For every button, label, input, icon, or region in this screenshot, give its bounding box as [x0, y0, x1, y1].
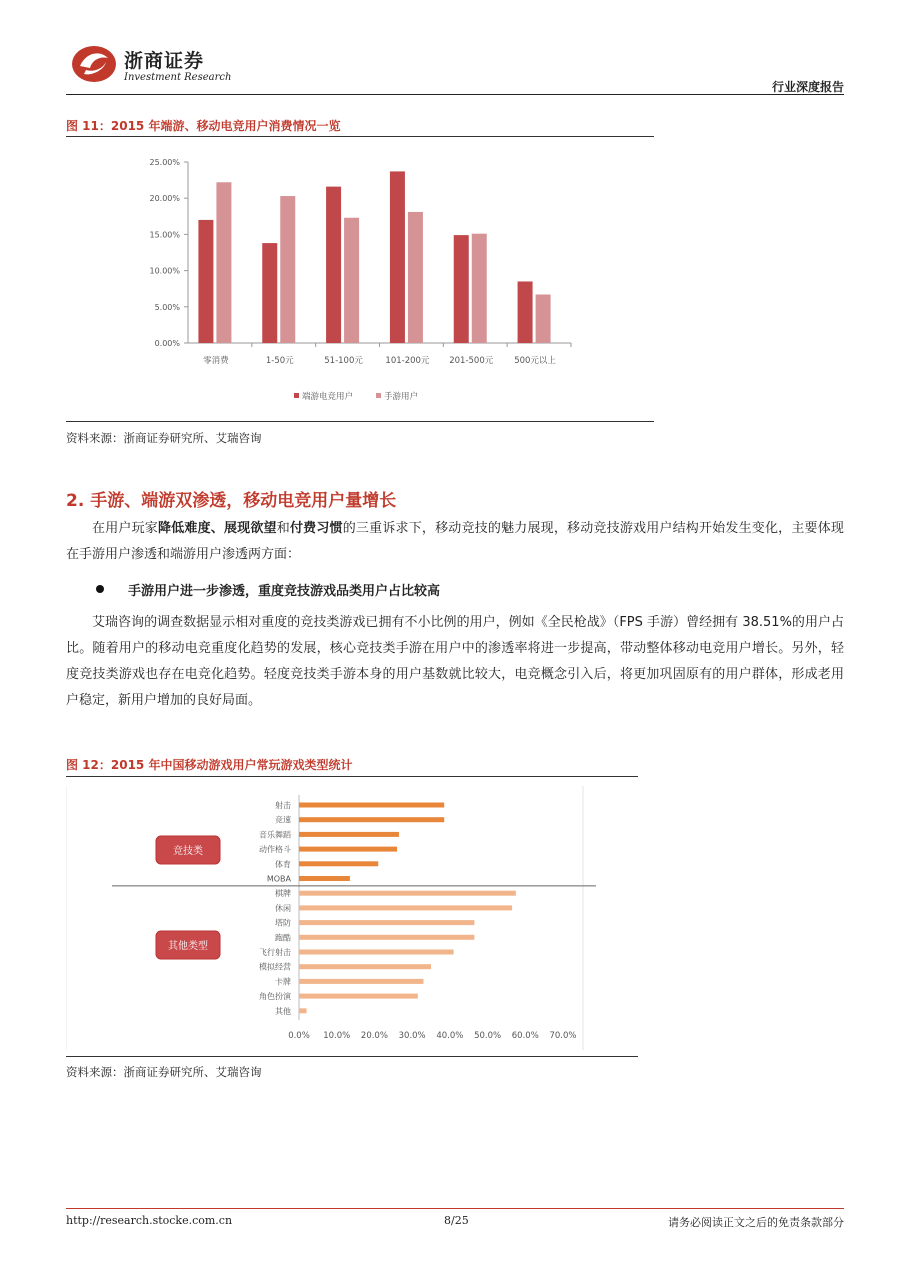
category-label: 棋牌	[275, 889, 291, 899]
x-tick-label: 1-50元	[265, 356, 294, 366]
footer-divider	[66, 1208, 844, 1209]
bar	[299, 994, 418, 999]
y-tick-label: 5.00%	[154, 302, 180, 312]
footer-url[interactable]: http://research.stocke.com.cn	[66, 1214, 233, 1227]
x-tick-label: 500元以上	[514, 356, 556, 366]
x-tick-label: 50.0%	[474, 1031, 502, 1041]
x-tick-label: 0.0%	[288, 1031, 310, 1041]
p1-bold-1: 降低难度	[157, 521, 211, 536]
bar	[299, 891, 516, 896]
group-label: 其他类型	[168, 941, 208, 952]
bar	[299, 832, 399, 837]
bar	[299, 1008, 307, 1013]
x-tick-label: 零消费	[203, 356, 229, 366]
figure12-source: 资料来源：浙商证券研究所、艾瑞咨询	[66, 1065, 262, 1079]
bar-pc	[518, 281, 533, 343]
bar-pc	[198, 220, 213, 343]
bar-mobile	[472, 234, 487, 343]
category-label: 卡牌	[275, 977, 291, 987]
y-tick-label: 25.00%	[149, 158, 180, 167]
p1-sep-1: 、	[210, 521, 224, 536]
figure11-bottom-rule	[66, 421, 654, 422]
category-label: 射击	[275, 801, 291, 810]
figure11-chart	[66, 140, 654, 420]
bullet-dot-icon	[96, 585, 104, 593]
bar	[299, 964, 431, 969]
bar	[299, 803, 444, 808]
y-tick-label: 0.00%	[154, 339, 180, 348]
bar	[299, 950, 454, 955]
category-label: 音乐舞蹈	[259, 830, 291, 840]
footer-disclaimer: 请务必阅读正文之后的免责条款部分	[668, 1216, 844, 1229]
category-label: 竞速	[275, 815, 291, 825]
category-label: 体育	[275, 859, 291, 869]
bar	[299, 920, 474, 925]
figure12-top-rule	[66, 776, 638, 777]
bar-pc	[326, 187, 341, 343]
x-tick-label: 51-100元	[324, 356, 363, 366]
report-type: 行业深度报告	[771, 80, 844, 94]
x-tick-label: 20.0%	[360, 1031, 388, 1041]
figure12-title: 图 12：2015 年中国移动游戏用户常玩游戏类型统计	[66, 758, 353, 772]
p1-text-a: 在用户玩家	[92, 521, 158, 536]
bar-mobile	[536, 294, 551, 343]
paragraph-2: 艾瑞咨询的调查数据显示相对重度的竞技类游戏已拥有不小比例的用户，例如《全民枪战》（FPS 手游）曾经拥有 38.51%的用户占比。随着用户的移动电竞重度化趋势的发展，核心竞技类手游在用户中的渗透率将进一步提高，带动整体移动电竞用户增长。另外，轻度竞技类游戏也存在电竞化趋势。轻度竞技类手游本身的用户基数就比较大，电竞概念引入后，将更加巩固原有的用户群体，形成老用户稳定，新用户增加的良好局面。	[66, 615, 844, 708]
company-logo-icon	[70, 44, 118, 84]
p1-bold-2: 展现欲望	[223, 521, 277, 536]
legend-label: 手游用户	[384, 392, 419, 402]
company-name-en: Investment Research	[124, 72, 232, 83]
p1-text-c: 的三重诉求下，移动竞技的魅力展现，移动竞技游戏用户结构开始发生变化，主要体现在手游用户渗透和端游用户渗透两方面：	[66, 521, 844, 562]
figure11-top-rule	[66, 136, 654, 137]
figure12-bottom-rule	[66, 1056, 638, 1057]
category-label: 跑酷	[275, 933, 291, 943]
bar	[299, 817, 444, 822]
category-label: 休闲	[275, 903, 291, 913]
legend-swatch	[376, 393, 381, 398]
y-tick-label: 20.00%	[149, 194, 180, 204]
x-tick-label: 201-500元	[449, 356, 494, 366]
section-title: 2. 手游、端游双渗透，移动电竞用户量增长	[66, 491, 397, 511]
group-label: 竞技类	[173, 846, 203, 857]
bullet-heading: 手游用户进一步渗透，重度竞技游戏品类用户占比较高	[128, 584, 441, 599]
p1-bold-3: 付费习惯	[289, 521, 343, 536]
figure12-chart	[66, 780, 638, 1050]
x-tick-label: 40.0%	[436, 1031, 464, 1041]
bar-pc	[390, 171, 405, 343]
legend-swatch	[294, 393, 299, 398]
bar	[299, 979, 423, 984]
x-tick-label: 101-200元	[385, 356, 430, 366]
category-label: 动作格斗	[259, 845, 291, 855]
figure11-source: 资料来源：浙商证券研究所、艾瑞咨询	[66, 431, 262, 445]
company-name-cn: 浙商证券	[124, 50, 205, 72]
bar-mobile	[408, 212, 423, 343]
category-label: 模拟经营	[259, 962, 291, 972]
bar-pc	[454, 235, 469, 343]
legend-label: 端游电竞用户	[302, 392, 354, 402]
category-label: 角色扮演	[259, 992, 291, 1002]
category-label: 塔防	[275, 918, 291, 928]
category-label: 飞行射击	[259, 948, 291, 957]
bar	[299, 847, 397, 852]
bar	[299, 861, 378, 866]
header-divider	[66, 94, 844, 95]
paragraph-1	[66, 516, 844, 568]
bar-mobile	[280, 196, 295, 343]
category-label: MOBA	[266, 874, 291, 884]
bar-mobile	[216, 182, 231, 343]
bar	[299, 935, 474, 940]
bar	[299, 905, 512, 910]
x-tick-label: 30.0%	[398, 1031, 426, 1041]
bar-pc	[262, 243, 277, 343]
x-tick-label: 60.0%	[511, 1031, 539, 1041]
bar-mobile	[344, 218, 359, 343]
x-tick-label: 10.0%	[323, 1031, 351, 1041]
figure11-title: 图 11：2015 年端游、移动电竞用户消费情况一览	[66, 119, 341, 133]
y-tick-label: 15.00%	[149, 230, 180, 240]
page-number: 8/25	[444, 1214, 469, 1227]
y-tick-label: 10.00%	[149, 266, 180, 276]
category-label: 其他	[275, 1006, 291, 1016]
x-tick-label: 70.0%	[549, 1031, 577, 1041]
p1-sep-2: 和	[276, 521, 290, 536]
bar	[299, 876, 350, 881]
